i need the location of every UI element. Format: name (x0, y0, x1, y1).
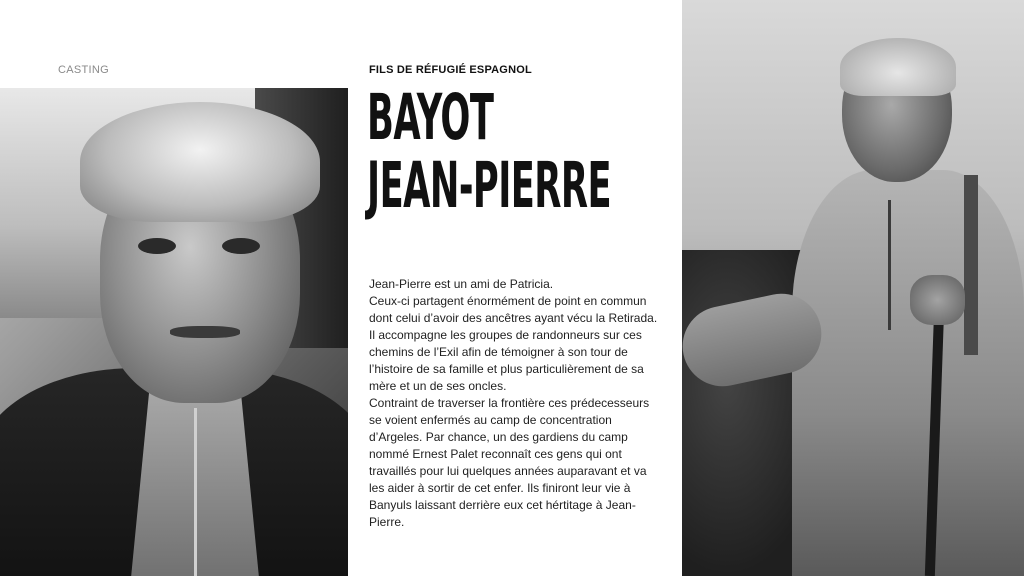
portrait-photo-close-up (0, 88, 348, 576)
backpack-strap (964, 175, 978, 355)
hand-gripping-pole (910, 275, 965, 325)
kicker-subtitle: FILS DE RÉFUGIÉ ESPAGNOL (369, 64, 532, 76)
left-eye (138, 238, 176, 254)
hiking-photo (682, 0, 1024, 576)
person-name-heading (367, 81, 612, 222)
fleece-top (792, 170, 1024, 576)
paragraph: Jean-Pierre est un ami de Patricia. (369, 277, 554, 291)
grey-hair (80, 102, 320, 222)
section-label: CASTING (58, 64, 109, 76)
zipper (194, 408, 197, 576)
paragraph: Contraint de traverser la frontière ces prédecesseurs se voient enfermés au camp de concentration d’Argeles. Par chance, un des gardiens du camp nommé Ernest Palet reconnaît ces gens qui ont travaillés pour lui quelques années auparavant et va les aider à sortir de cet enfer. Ils finiront leur vie à Banyuls laissant derrière eux cet hértitage à Jean-Pierre. (369, 396, 650, 529)
biography-text (369, 276, 661, 531)
fleece-zipper (888, 200, 891, 330)
last-name: BAYOT (367, 81, 494, 154)
first-name: JEAN-PIERRE (367, 149, 612, 222)
paragraph: Ceux-ci partagent énormément de point en commun dont celui d’avoir des ancêtres ayant vécu la Retirada. Il accompagne les groupes de randonneurs sur ces chemins de l’Exil afin de témoigner à son tour de l’histoire de sa famille et plus particulièrement de sa mère et un de ses oncles. (369, 294, 658, 393)
grey-hair (840, 38, 956, 96)
mouth (170, 326, 240, 338)
right-eye (222, 238, 260, 254)
